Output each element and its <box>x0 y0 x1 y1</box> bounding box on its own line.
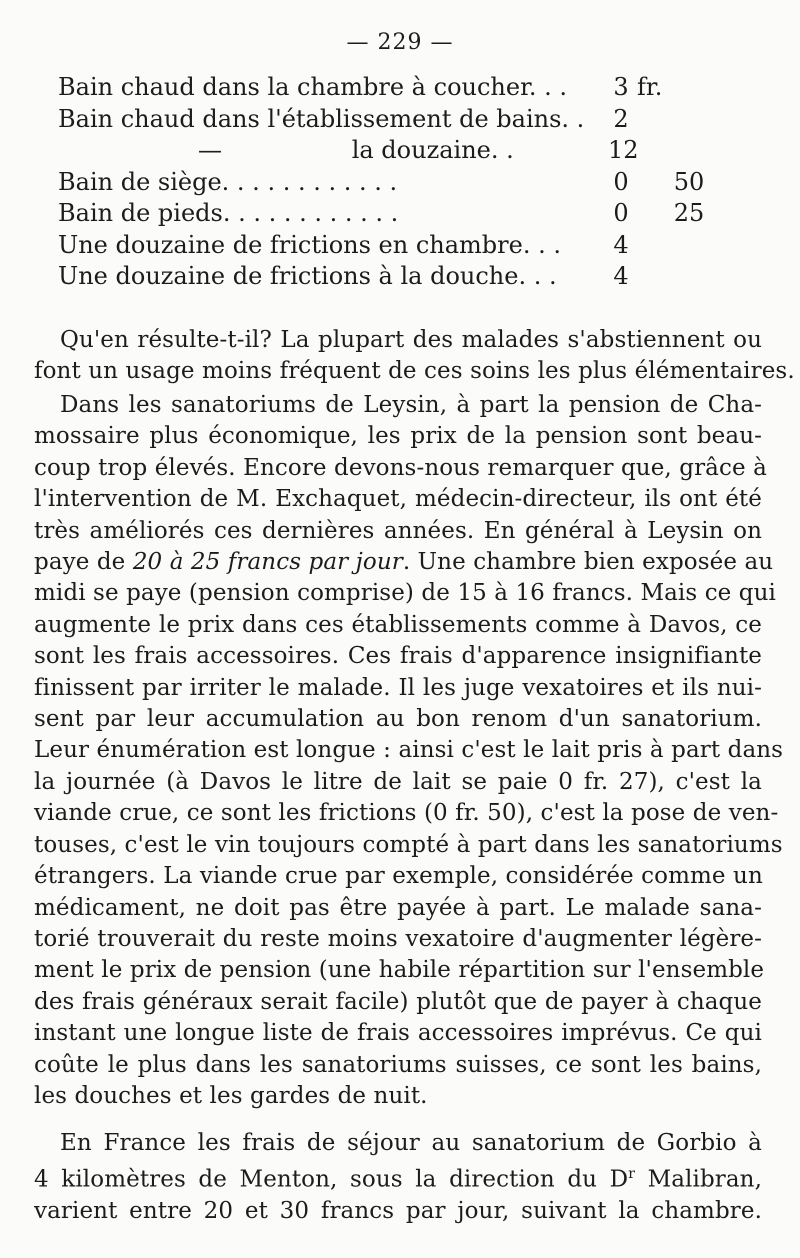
text-fragment: Malibran, <box>635 1167 762 1194</box>
text-line: Dans les sanatoriums de Leysin, à part la pension de Cha- <box>60 392 762 418</box>
price-unit: fr. <box>637 73 663 101</box>
paragraph-france <box>34 1128 762 1228</box>
price-table <box>58 72 758 293</box>
text-line: très améliorés ces dernières années. En général à Leysin on <box>34 517 762 544</box>
price-row <box>58 261 758 293</box>
price-francs: 2 <box>613 104 629 133</box>
price-francs: 4 <box>613 230 629 259</box>
text-line: varient entre 20 et 30 francs par jour, suivant la chambre. <box>34 1198 762 1225</box>
text-line: ment le prix de pension (une habile répartition sur l'ensemble <box>34 957 765 984</box>
paragraph-consequence <box>34 325 795 388</box>
superscript: r <box>628 1166 635 1183</box>
price-label: Une douzaine de frictions à la douche. . . <box>58 262 557 290</box>
text-line: étrangers. La viande crue par exemple, considérée comme un <box>34 863 763 890</box>
text-line: la journée (à Davos le litre de lait se paie 0 fr. 27), c'est la <box>34 768 762 795</box>
price-label: — la douzaine. . <box>198 136 514 164</box>
price-francs: 12 <box>608 136 639 164</box>
price-francs: 3 <box>613 73 629 101</box>
text-line: coup trop élevés. Encore devons-nous remarquer que, grâce à <box>34 454 767 481</box>
text-line: midi se paye (pension comprise) de 15 à 16 francs. Mais ce qui <box>34 580 776 607</box>
text-fragment: paye de <box>34 549 133 576</box>
price-row <box>58 72 758 104</box>
price-francs: 4 <box>613 262 629 290</box>
text-line: Leur énumération est longue : ainsi c'est le lait pris à part dans <box>34 737 784 764</box>
price-row <box>58 104 758 136</box>
text-line: mossaire plus économique, les prix de la pension sont beau- <box>34 423 762 450</box>
price-centimes: 25 <box>673 199 705 227</box>
price-centimes: 50 <box>673 167 705 196</box>
price-label: Bain chaud dans l'établissement de bains. . <box>58 104 585 133</box>
text-line: coûte le plus dans les sanatoriums suisses, ce sont les bains, <box>34 1051 762 1078</box>
text-line: instant une longue liste de frais accessoires imprévus. Ce qui <box>34 1020 762 1047</box>
text-line: sent par leur accumulation au bon renom d'un sanatorium. <box>34 706 762 733</box>
price-francs: 0 <box>613 199 629 227</box>
text-line: augmente le prix dans ces établissements comme à Davos, ce <box>34 611 762 638</box>
text-line <box>34 547 774 578</box>
text-line: font un usage moins fréquent de ces soins les plus élémentaires. <box>34 358 795 385</box>
text-fragment: 4 kilomètres de Menton, sous la direction du D <box>34 1167 629 1194</box>
price-label: Une douzaine de frictions en chambre. . . <box>58 230 561 259</box>
text-line: sont les frais accessoires. Ces frais d'apparence insignifiante <box>34 643 762 670</box>
text-line: des frais généraux serait facile) plutôt que de payer à chaque <box>34 988 762 1015</box>
text-line: En France les frais de séjour au sanatorium de Gorbio à <box>60 1130 762 1156</box>
text-line: torié trouverait du reste moins vexatoire d'augmenter légère- <box>34 925 762 952</box>
price-row <box>58 198 758 230</box>
text-line: les douches et les gardes de nuit. <box>34 1082 428 1109</box>
emphasized-price: 20 à 25 francs par jour <box>132 549 403 576</box>
text-line: viande crue, ce sont les frictions (0 fr. 50), c'est la pose de ven- <box>34 800 779 827</box>
text-line <box>34 1159 762 1196</box>
price-row <box>58 135 758 167</box>
text-fragment: . Une chambre bien exposée au <box>402 549 774 576</box>
paragraph-leysin <box>34 390 784 1112</box>
price-row <box>58 230 758 262</box>
price-francs: 0 <box>613 167 629 196</box>
text-line: l'intervention de M. Exchaquet, médecin-directeur, ils ont été <box>34 486 762 513</box>
text-line: finissent par irriter le malade. Il les juge vexatoires et ils nui- <box>34 674 762 701</box>
page-number: — 229 — <box>346 30 454 55</box>
text-line: touses, c'est le vin toujours compté à part dans les sanatoriums <box>34 831 783 858</box>
price-row <box>58 167 758 199</box>
price-label: Bain chaud dans la chambre à coucher. . . <box>58 73 568 101</box>
text-line: médicament, ne doit pas être payée à part. Le malade sana- <box>34 894 762 921</box>
price-label: Bain de pieds. . . . . . . . . . . . <box>58 199 399 227</box>
price-label: Bain de siège. . . . . . . . . . . . <box>58 167 398 196</box>
text-line: Qu'en résulte-t-il? La plupart des malades s'abstiennent ou <box>60 327 762 353</box>
